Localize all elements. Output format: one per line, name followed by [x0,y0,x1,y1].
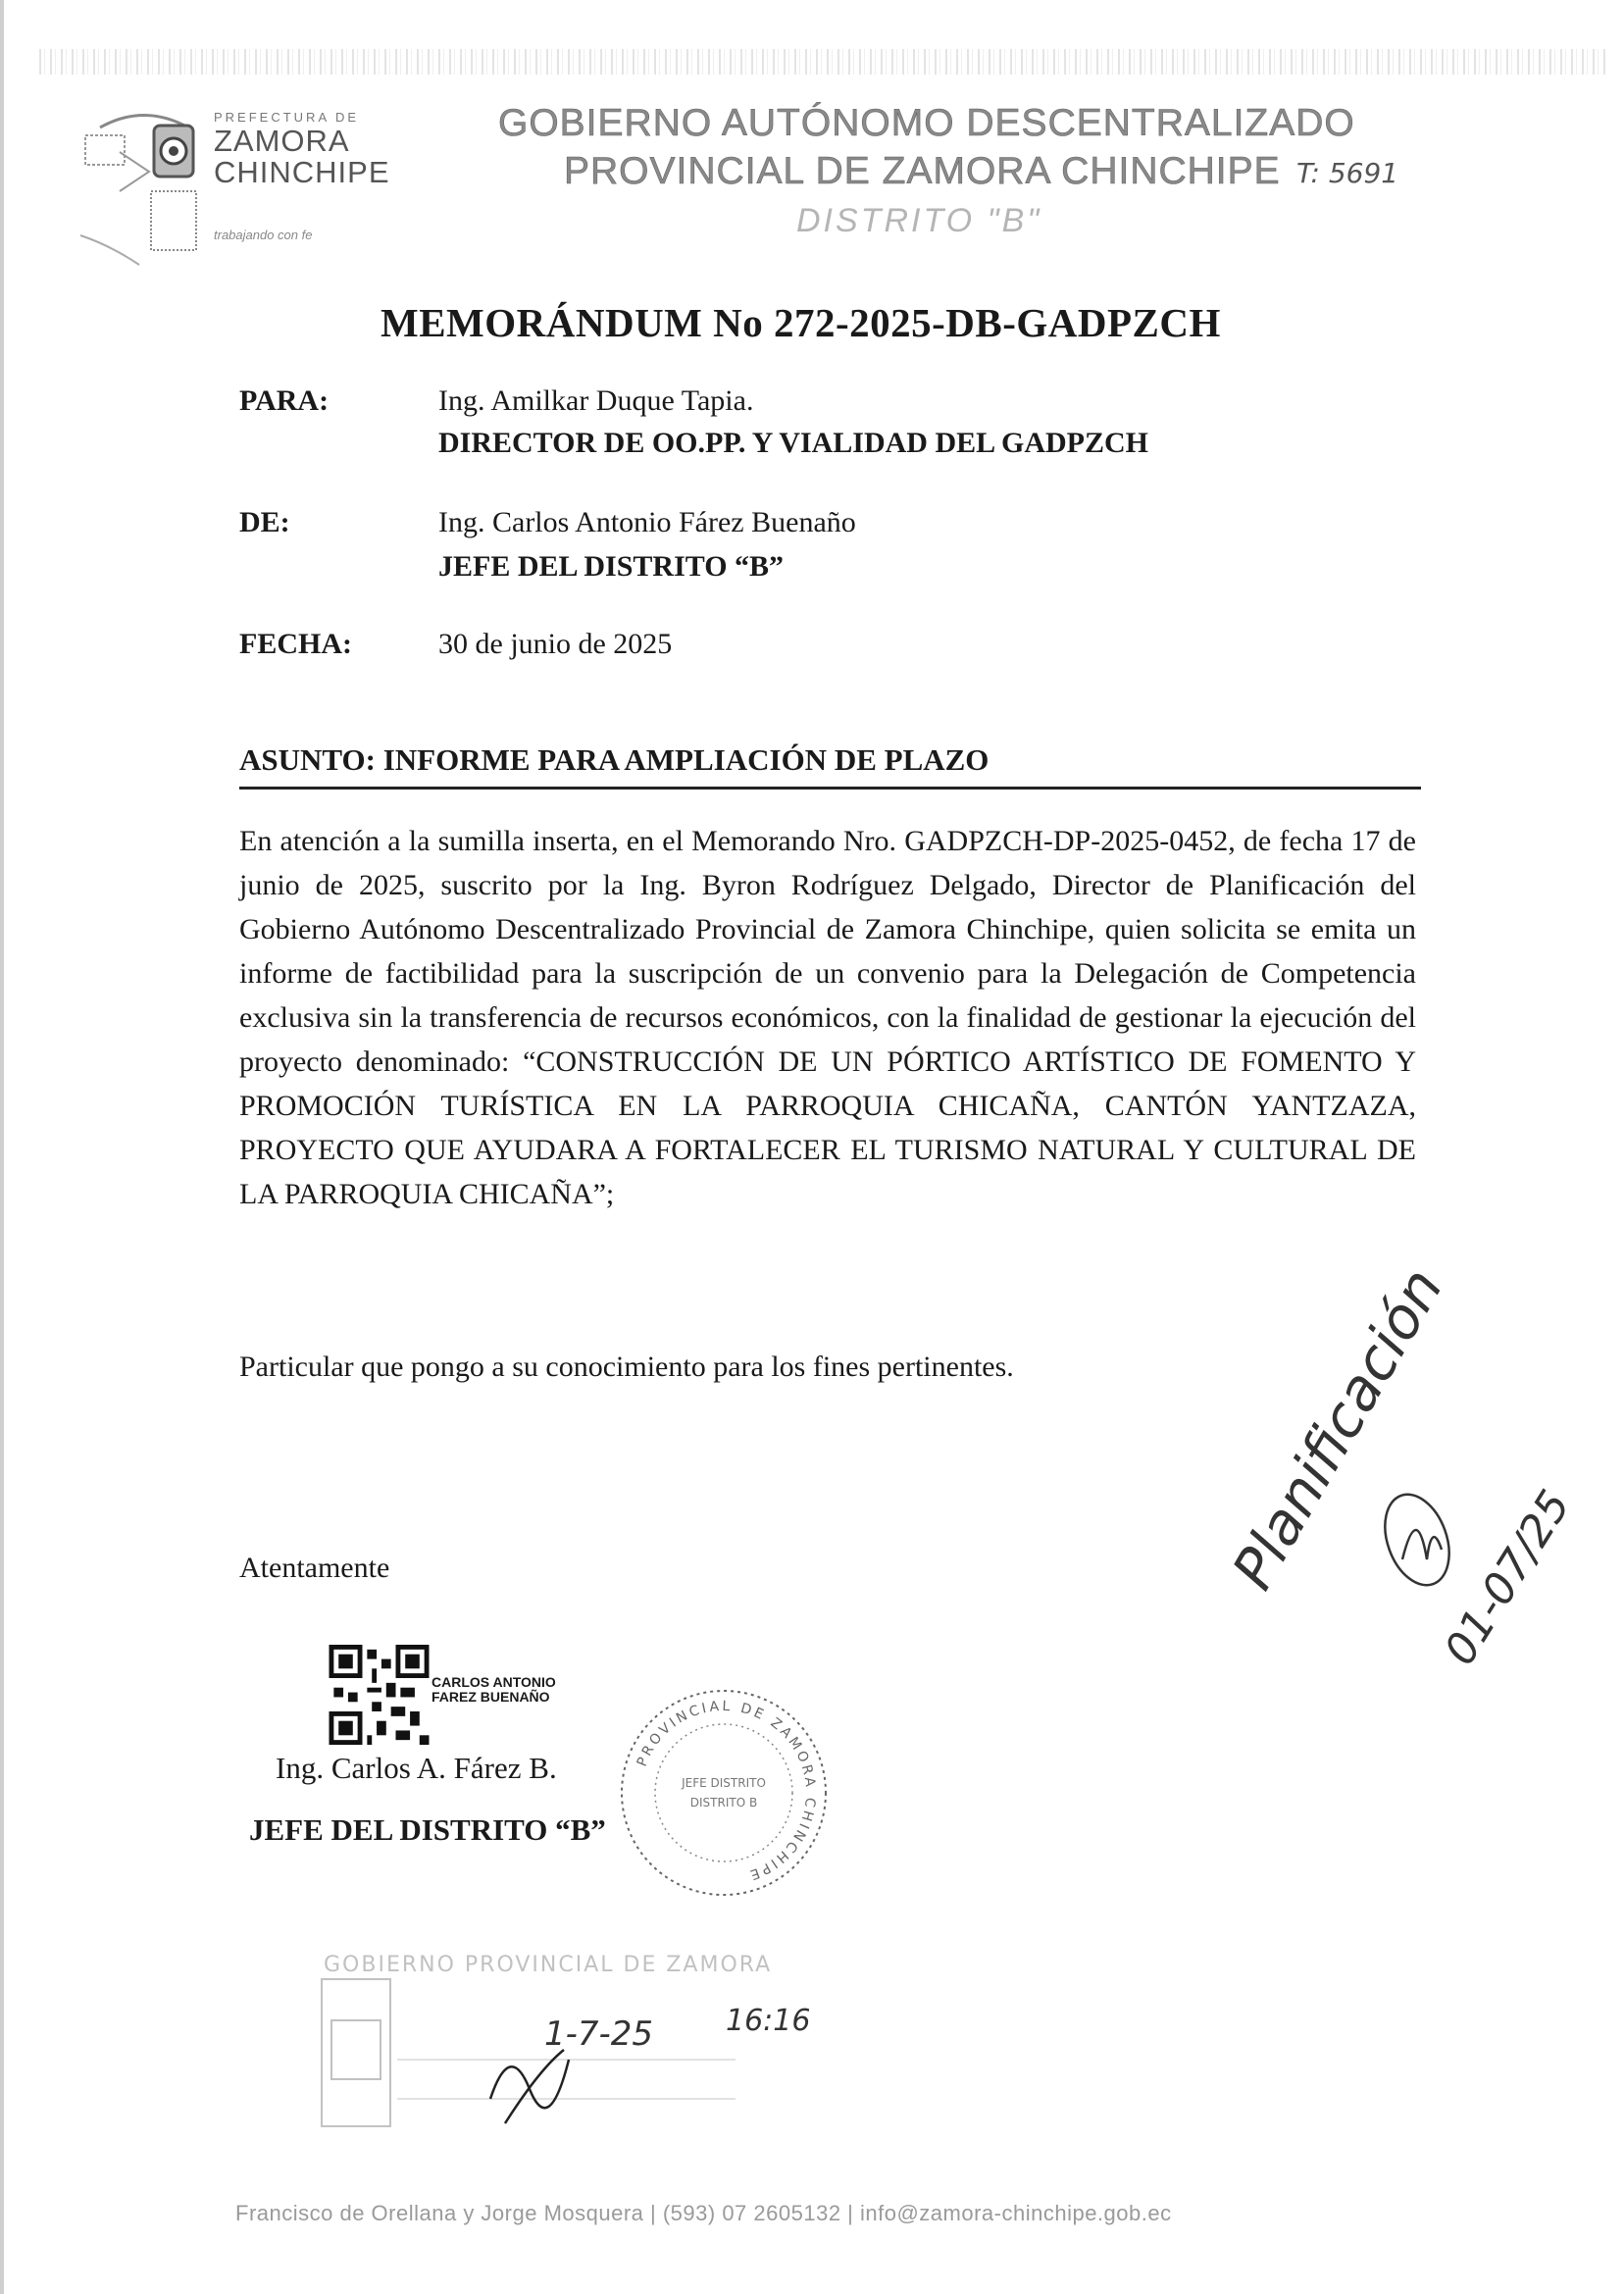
received-date: 1-7-25 [544,2014,654,2054]
signer-name: Ing. Carlos A. Fárez B. [276,1751,557,1785]
logo-prefectura-label: PREFECTURA DE [214,110,360,125]
coat-of-arms-icon [80,98,208,265]
signer-title: JEFE DEL DISTRITO “B” [249,1812,606,1847]
de-name: Ing. Carlos Antonio Fárez Buenaño [438,506,856,538]
handwritten-date: 01-07/25 [1435,1481,1581,1674]
logo-line-1: ZAMORA [214,124,350,158]
asunto-rule [239,787,1421,790]
regards: Atentamente [239,1552,390,1584]
received-stamp-header: GOBIERNO PROVINCIAL DE ZAMORA [324,1953,773,1977]
para-label: PARA: [239,384,330,417]
digital-signature-name [431,1675,556,1705]
logo-name [214,126,390,188]
handwritten-annotation [1219,1256,1581,1677]
asunto-heading: ASUNTO: INFORME PARA AMPLIACIÓN DE PLAZO [239,742,990,777]
handwritten-number: T: 5691 [1296,157,1399,189]
qr-code-icon [327,1645,431,1745]
digital-signature-line-2: FAREZ BUENAÑO [431,1689,550,1705]
scan-noise-band [39,49,1608,75]
para-name: Ing. Amilkar Duque Tapia. [438,384,754,417]
round-stamp-ring-text: PROVINCIAL DE ZAMORA CHINCHIPE [634,1698,819,1884]
fecha-value: 30 de junio de 2025 [438,628,673,660]
round-stamp-center-2: DISTRITO B [689,1796,758,1810]
round-stamp-center-1: JEFE DISTRITO [682,1776,766,1790]
de-title: JEFE DEL DISTRITO “B” [438,550,785,583]
de-label: DE: [239,506,290,538]
footer-contact: Francisco de Orellana y Jorge Mosquera | (593) 07 2605132 | info@zamora-chinchipe.gob.ec [235,2201,1172,2225]
received-stamp [314,1952,863,2138]
handwritten-planificacion: Planificación [1219,1256,1456,1601]
scan-edge [0,0,4,2294]
government-line-1: GOBIERNO AUTÓNOMO DESCENTRALIZADO [498,102,1355,144]
round-stamp [616,1685,832,1901]
para-title: DIRECTOR DE OO.PP. Y VIALIDAD DEL GADPZCH [438,427,1148,459]
logo-line-2: CHINCHIPE [214,155,390,189]
logo-tagline: trabajando con fe [214,228,313,242]
fecha-label: FECHA: [239,628,352,660]
government-line-2: PROVINCIAL DE ZAMORA CHINCHIPE [564,150,1281,192]
memo-title: MEMORÁNDUM No 272-2025-DB-GADPZCH [381,300,1221,345]
district-header: DISTRITO "B" [796,202,1042,239]
received-time: 16:16 [726,2004,811,2038]
memo-body: En atención a la sumilla inserta, en el Memorando Nro. GADPZCH-DP-2025-0452, de fecha 17 de junio de 2025, suscrito por la Ing. Byron Rodríguez Delgado, Director de Planificación del Gobierno Autónomo Descentralizado Provincial de Zamora Chinchipe, quien solicita se emita un informe de factibilidad para la suscripción de un convenio para la Delegación de Competencia exclusiva sin la transferencia de recursos económicos, con la finalidad de gestionar la ejecución del proyecto denominado: “CONSTRUCCIÓN DE UN PÓRTICO ARTÍSTICO DE FOMENTO Y PROMOCIÓN TURÍSTICA EN LA PARROQUIA CHICAÑA, CANTÓN YANTZAZA, PROYECTO QUE AYUDARA A FORTALECER EL TURISMO NATURAL Y CULTURAL DE LA PARROQUIA CHICAÑA”; [239,825,1416,1210]
closing-line: Particular que pongo a su conocimiento para los fines pertinentes. [239,1351,1014,1383]
svg-text:PROVINCIAL DE ZAMORA CHINCHIPE [634,1699,818,1883]
digital-signature-line-1: CARLOS ANTONIO [431,1674,556,1690]
